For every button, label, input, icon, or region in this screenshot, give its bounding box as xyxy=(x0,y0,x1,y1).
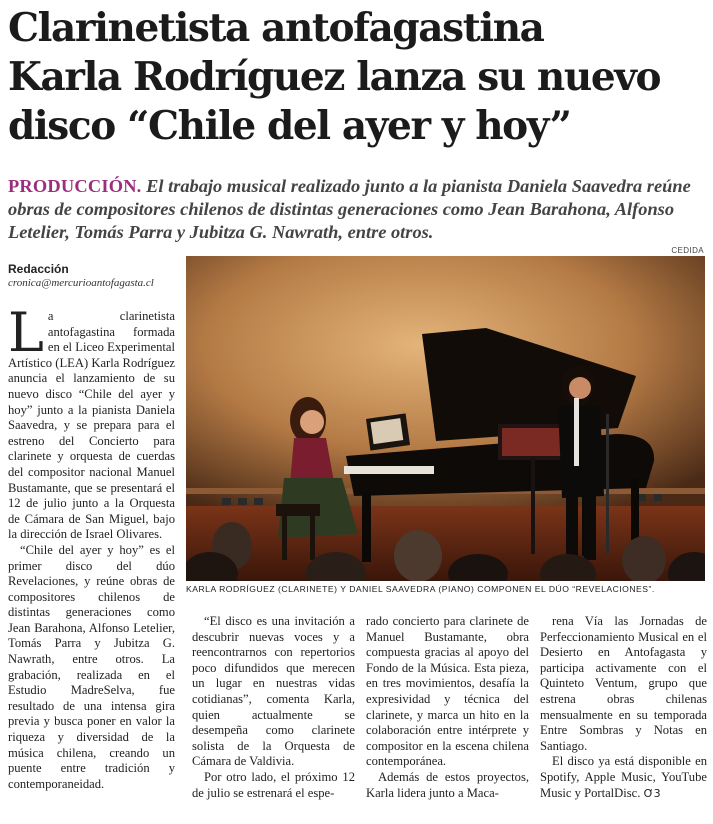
wall-outlet xyxy=(638,494,646,501)
clarinetist-leg xyxy=(566,494,578,560)
concert-photo xyxy=(186,256,705,581)
music-stand-sheet xyxy=(502,428,564,456)
article-paragraph: rena Vía las Jornadas de Perfeccionamiento Musical en el Desierto en Antofagasta y participa activamente con el Quinteto Ventum, grupo que estrena obras chilenas mensualmente en su temporada Entre Sombras y Notas en Santiago. xyxy=(540,614,707,753)
lead-paragraph xyxy=(8,175,708,244)
article-column-4 xyxy=(540,614,707,801)
headline-line-3: disco “Chile del ayer y hoy” xyxy=(8,103,571,149)
lead-kicker: PRODUCCIÓN. xyxy=(8,176,142,196)
headline xyxy=(8,4,708,151)
drop-cap: L xyxy=(8,301,44,364)
article-column-1 xyxy=(8,301,175,792)
article-paragraph: Por otro lado, el próximo 12 de julio se estrenará el espe- xyxy=(192,769,355,800)
wall-outlet xyxy=(238,498,247,505)
article-column-3 xyxy=(366,614,529,801)
audience-head xyxy=(394,530,442,581)
headline-line-1: Clarinetista antofagastina xyxy=(8,5,544,51)
piano-keyboard xyxy=(344,466,434,474)
clarinetist-head xyxy=(569,377,591,399)
pianist-stool-leg xyxy=(282,514,287,560)
photo-credit: CEDIDA xyxy=(671,246,704,255)
byline-name: Redacción xyxy=(8,262,69,276)
byline-email: cronica@mercurioantofagasta.cl xyxy=(8,277,154,289)
piano-leg xyxy=(631,478,639,540)
microphone-stand xyxy=(606,414,609,554)
wall-outlet xyxy=(222,498,231,505)
headline-line-2: Karla Rodríguez lanza su nuevo xyxy=(8,54,661,100)
wall-outlet xyxy=(654,494,662,501)
article-paragraph: “El disco es una invitación a descubrir nuevas voces y a reencontrarnos con repertorios poco difundidos que merecen un lugar en nuestras vidas cotidianas”, comenta Karla, quien actualmente se desempeña como clarinete solista de la Orquesta de Cámara de Valdivia. xyxy=(192,614,355,769)
clarinet xyxy=(574,398,579,466)
piano-sheet-music xyxy=(370,418,403,444)
end-mark: Ơ3 xyxy=(643,786,661,800)
article-paragraph xyxy=(540,754,707,801)
pianist-head xyxy=(300,410,324,434)
clarinetist-body xyxy=(558,406,604,498)
article-paragraph: Además de estos proyectos, Karla lidera junto a Maca- xyxy=(366,769,529,800)
music-stand-pole xyxy=(531,458,535,554)
piano-leg xyxy=(362,492,371,562)
pianist-stool-leg xyxy=(310,514,315,560)
wall-outlet xyxy=(254,498,263,505)
article-paragraph xyxy=(8,301,175,543)
photo-caption: KARLA RODRÍGUEZ (CLARINETE) Y DANIEL SAAVEDRA (PIANO) COMPONEN EL DÚO “REVELACIONES”. xyxy=(186,584,655,594)
byline xyxy=(8,262,183,291)
article-paragraph: “Chile del ayer y hoy” es el primer disco del dúo Revelaciones, y reúne obras de compositores chilenos de distintas generaciones como Jean Barahona, Alfonso Letelier, Tomás Parra y Jubitza G. Nawrath, entre otros. La grabación, realizada en el Estudio MadreSelva, fue resultado de una intensa gira previa y busca poner en valor la riqueza y diversidad de la música chilena, creando un puente entre tradición y contemporaneidad. xyxy=(8,542,175,791)
clarinetist-leg xyxy=(584,494,596,560)
article-paragraph-text: El disco ya está disponible en Spotify, Apple Music, YouTube Music y PortalDisc. xyxy=(540,754,707,800)
lead-text: El trabajo musical realizado junto a la pianista Daniela Saavedra reúne obras de compositores chilenos de distintas generaciones como Jean Barahona, Alfonso Letelier, Tomás Parra y Jubitza G. Nawrath, entre otros. xyxy=(8,176,691,242)
concert-photo-illustration xyxy=(186,256,705,581)
article-paragraph: rado concierto para clarinete de Manuel Bustamante, obra compuesta gracias al apoyo del Fondo de la Música. Esta pieza, en tres movimientos, desafía la expresividad y técnica del clarinete, y marca un hito en la colaboración entre intérprete y compositor en la escena chilena contemporánea. xyxy=(366,614,529,769)
article-paragraph-text: a clarinetista antofagastina formada en el Liceo Experimental Artístico (LEA) Karla Rodríguez anuncia el lanzamiento de su nuevo disco “Chile del ayer y hoy” junto a la pianista Daniela Saavedra, y se prepara para el estreno del Concierto para clarinete y orquesta de cuerdas del compositor nacional Manuel Bustamante, que se presentará el 12 de julio junto a la Orquesta de Cámara de San Miguel, bajo la dirección de Israel Olivares. xyxy=(8,309,175,542)
article-column-2 xyxy=(192,614,355,801)
